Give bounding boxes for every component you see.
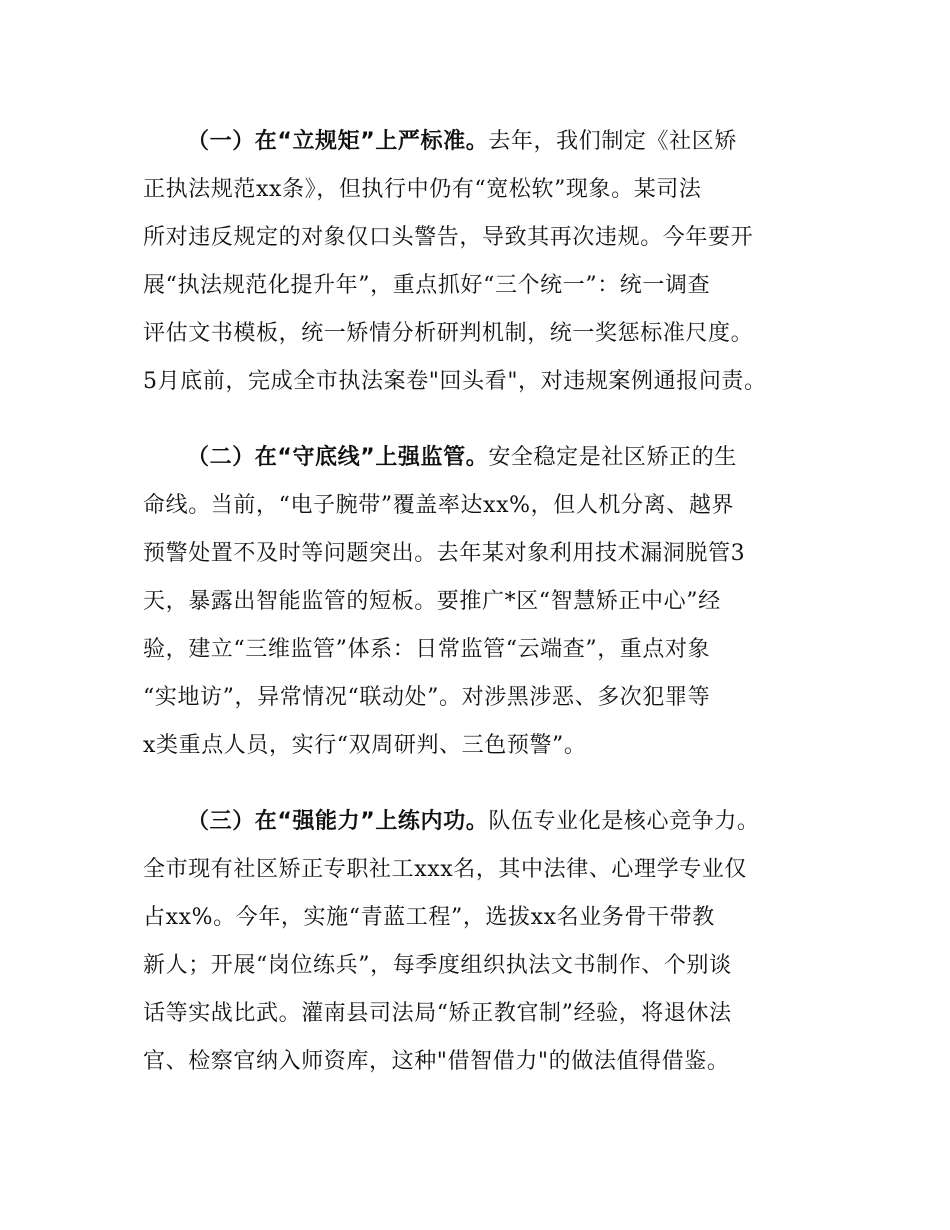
paragraph-2-line-3: 预警处置不及时等问题突出。去年某对象利用技术漏洞脱管3	[143, 541, 746, 566]
paragraph-2-line-4: 天，暴露出智能监管的短板。要推广*区“智慧矫正中心”经	[143, 589, 721, 614]
paragraph-2-text-1: 安全稳定是社区矫正的生	[488, 445, 737, 470]
paragraph-3-line-1	[143, 798, 823, 846]
paragraph-3-line-5: 话等实战比武。灌南县司法局“矫正教官制”经验，将退休法	[143, 1001, 732, 1026]
paragraph-1-line-2: 正执法规范xx条》，但执行中仍有“宽松软”现象。某司法	[143, 177, 702, 202]
paragraph-1-heading: （一）在“立规矩”上严标准。	[187, 129, 489, 154]
paragraph-1-line-4: 展“执法规范化提升年”，重点抓好“三个统一”：统一调查	[143, 273, 711, 298]
paragraph-3-heading: （三）在“强能力”上练内功。	[187, 809, 489, 834]
paragraph-2-line-1	[143, 434, 823, 482]
paragraph-2-line-7: x类重点人员，实行“双周研判、三色预警”。	[143, 733, 587, 758]
paragraph-3-line-3: 占xx%。今年，实施“青蓝工程”，选拔xx名业务骨干带教	[143, 905, 715, 930]
paragraph-1-line-6: 5月底前，完成全市执法案卷"回头看"，对违规案例通报问责。	[143, 369, 767, 394]
paragraph-1-line-1	[143, 118, 823, 166]
paragraph-2-line-6: “实地访”，异常情况“联动处”。对涉黑涉恶、多次犯罪等	[143, 685, 711, 710]
paragraph-1-line-5: 评估文书模板，统一矫情分析研判机制，统一奖惩标准尺度。	[143, 321, 754, 346]
paragraph-3-text-1: 队伍专业化是核心竞争力。	[488, 809, 760, 834]
paragraph-2	[143, 434, 823, 770]
paragraph-2-line-5: 验，建立“三维监管”体系：日常监管“云端查”，重点对象	[143, 637, 711, 662]
paragraph-3	[143, 798, 823, 1086]
paragraph-1-text-1: 去年，我们制定《社区矫	[488, 129, 737, 154]
paragraph-3-line-6: 官、检察官纳入师资库，这种"借智借力"的做法值得借鉴。	[143, 1049, 730, 1074]
paragraph-3-line-4: 新人；开展“岗位练兵”，每季度组织执法文书制作、个别谈	[143, 953, 732, 978]
paragraph-2-line-2: 命线。当前，“电子腕带”覆盖率达xx%，但人机分离、越界	[143, 493, 735, 518]
paragraph-2-heading: （二）在“守底线”上强监管。	[187, 445, 489, 470]
paragraph-3-line-2: 全市现有社区矫正专职社工xxx名，其中法律、心理学专业仅	[143, 857, 748, 882]
paragraph-1-line-3: 所对违反规定的对象仅口头警告，导致其再次违规。今年要开	[143, 225, 754, 250]
paragraph-1	[143, 118, 823, 406]
